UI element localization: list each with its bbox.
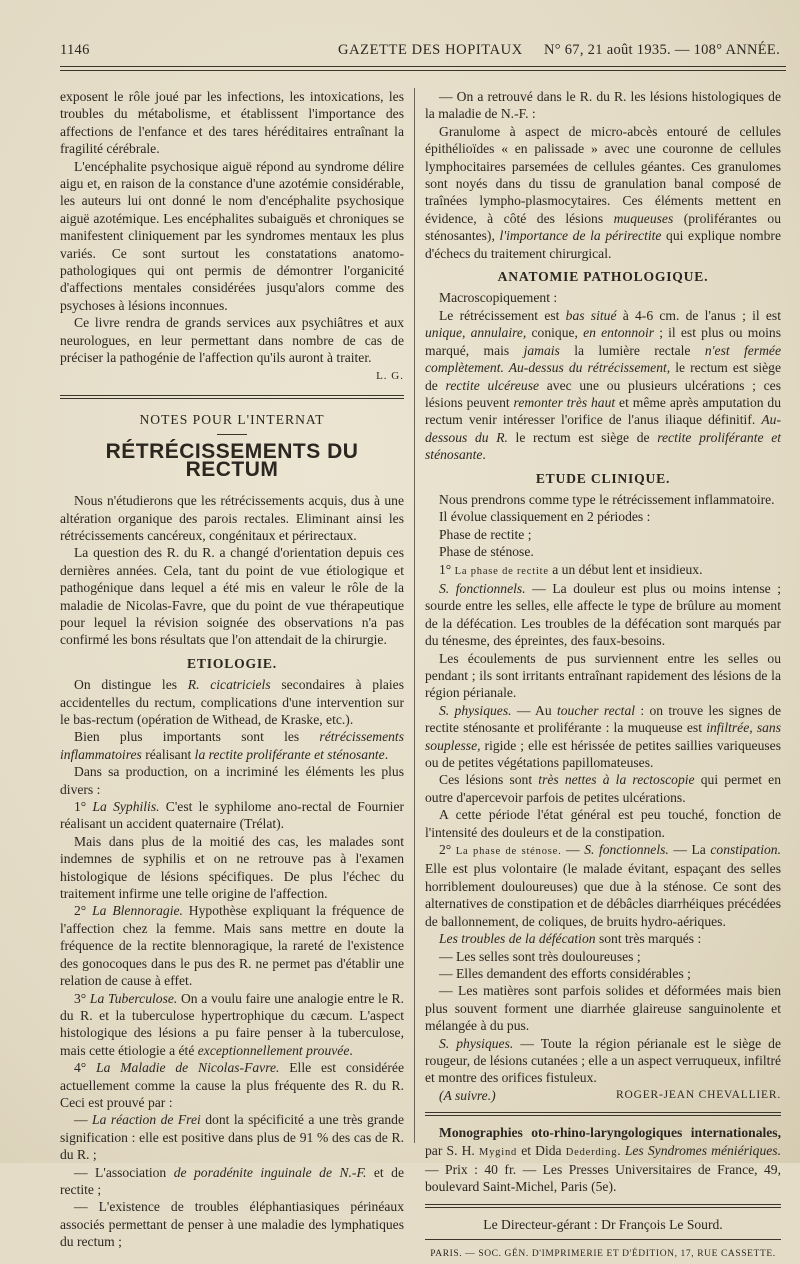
- bold-run: Monographies oto-rhino-laryngologiques internationales,: [439, 1125, 781, 1141]
- text-run: —: [74, 1112, 93, 1128]
- section-rule: [425, 1112, 781, 1116]
- author-signature: ROGER-JEAN CHEVALLIER.: [616, 1088, 781, 1101]
- text-run: avec une ou plusieurs ulcérations ; ces lésions peuvent: [425, 377, 782, 410]
- text-run: 1°: [439, 561, 455, 577]
- phase-rectite-lesions: [425, 771, 781, 806]
- phase-stenose-troubles: [425, 930, 781, 947]
- proof-item: [60, 1111, 404, 1163]
- left-column: [60, 88, 404, 1251]
- text-run: .: [617, 1142, 625, 1158]
- header-rule: [60, 66, 786, 67]
- text-run: secondaires à plaies accidentelles du rectum, complications d'une intervention sur le bas-rectum (opération de Withead, de Kraske, etc.).: [60, 677, 404, 727]
- intro-paragraph: Nous n'étudierons que les rétrécissements acquis, dus à une altération organique des parois rectales. Eliminant ainsi les rétrécissements cancéreux, congénitaux et périrectaux.: [60, 493, 404, 543]
- phase-stenose-item: — Elles demandent des efforts considérables ;: [439, 965, 691, 981]
- phase-rectite: [425, 561, 781, 580]
- text-run: .: [482, 447, 486, 463]
- text-run: par S. H.: [425, 1142, 479, 1158]
- italic-run: S. physiques.: [439, 1035, 514, 1051]
- article-title: RÉTRÉCISSEMENTS DU RECTUM: [105, 440, 359, 481]
- cause-syphilis-detail: Mais dans plus de la moitié des cas, les malades sont indemnes de syphilis et on ne retrouve pas à l'examen histologique de lésions spécifiques. De plus l'échec du traitement infirme une telle origine de l'affection.: [60, 833, 404, 902]
- italic-run: R. cicatriciels: [187, 677, 271, 693]
- text-run: C'est le syphilome ano-rectal de Fournier réalisant un accident quaternaire (Trélat).: [60, 799, 405, 832]
- text-run: à 4-6 cm. de l'anus ; il est: [616, 307, 781, 323]
- review-signature: L. G.: [376, 369, 404, 382]
- histology-paragraph: [425, 123, 781, 262]
- text-run: — Toute la région périanale est le siège de rougeur, de lésions cutanées ; elle a un aspect verruqueux, infiltré et montre des orifices fistuleux.: [425, 1035, 781, 1086]
- text-run: .: [349, 1042, 353, 1058]
- phase-stenose: [425, 841, 781, 930]
- cause-tuberculose: [60, 990, 404, 1060]
- text-run: — La: [668, 842, 711, 858]
- section-rule: [425, 1204, 781, 1208]
- column-divider: [414, 88, 415, 1143]
- text-run: conique,: [526, 325, 584, 341]
- clinical-paragraph: Phase de sténose.: [439, 544, 534, 560]
- italic-run: de poradénite inguinale de N.-F.: [173, 1164, 367, 1180]
- short-rule: [217, 434, 247, 435]
- right-column: [425, 88, 781, 1264]
- italic-run: La Blennoragie.: [92, 903, 183, 919]
- text-run: — La douleur est plus ou moins intense ; sourde entre les selles, elle affecte le type de brûlure au moment de la défécation. Les troubles de la défécation sont marqués par du ténesme, des épreintes, des faux-besoins.: [425, 580, 781, 649]
- section-rule: [60, 395, 404, 399]
- anatomy-paragraph: Macroscopiquement :: [439, 290, 558, 306]
- text-run: — L'association: [74, 1164, 174, 1180]
- text-run: le rectum est siège de: [507, 429, 658, 445]
- text-run: dont la spécificité a une très grande signification : elle est positive dans plus de 91 % des cas de R. du R. ;: [60, 1112, 404, 1163]
- smallcaps-run: Mygind: [478, 1146, 518, 1158]
- cause-blennoragie: [60, 902, 404, 989]
- subheading-etude-clinique: ETUDE CLINIQUE.: [535, 470, 671, 486]
- article-footer: [425, 1087, 781, 1104]
- header-rule-thin: [60, 70, 786, 71]
- text-run: réalisant: [141, 746, 195, 762]
- page-header: [60, 42, 780, 64]
- italic-run: Au-dessous du R.: [425, 412, 781, 445]
- clinical-paragraph: Il évolue classiquement en 2 périodes :: [439, 509, 651, 525]
- text-run: 1°: [74, 799, 93, 815]
- italic-run: La Maladie de Nicolas-Favre.: [96, 1060, 280, 1076]
- italic-run: bas situé: [565, 307, 617, 323]
- text-run: Bien plus importants sont les: [74, 729, 320, 745]
- journal-title: GAZETTE DES HOPITAUX: [338, 42, 523, 58]
- subheading-anatomie: ANATOMIE PATHOLOGIQUE.: [497, 269, 709, 285]
- text-run: On distingue les: [74, 677, 188, 693]
- proof-item: — L'existence de troubles éléphantiasiques périnéaux associés permettant de penser à une maladie des lymphatiques du rectum ;: [60, 1199, 404, 1250]
- text-run: —: [561, 842, 585, 858]
- italic-run: La Tuberculose.: [89, 990, 178, 1006]
- italic-run: jamais: [523, 342, 560, 358]
- intro-paragraph: La question des R. du R. a changé d'orientation depuis ces dernières années. Cela, tant du point de vue étiologique et pathogénique dans lequel a été mis en valeur le rôle de la maladie de Nicolas-Favre, que du point de vue thérapeutique pour lequel la révision soignée des observations n'a pas confirmé les bons résultats que l'on attendait de la chirurgie.: [60, 545, 404, 648]
- text-run: et de rectite ;: [60, 1164, 404, 1197]
- italic-run: la rectite proliférante et sténosante: [194, 746, 385, 762]
- phase-rectite-etat: A cette période l'état général est peu touché, fonction de l'intensité des douleurs et de la constipation.: [425, 807, 781, 840]
- clinical-paragraph: Nous prendrons comme type le rétrécissement inflammatoire.: [439, 491, 775, 507]
- review-paragraph: L'encéphalite psychosique aiguë répond au syndrome délire aigu et, en raison de la constance d'une azotémie considérable, les auteurs lui ont donné le nom d'encéphalite psychosique aiguë azotémique. Les encéphalites subaiguës et chroniques se manifestent cliniquement par les syndromes mentaux les plus variés. Ce sont surtout les constatations anatomo-pathologiques qui ont permis de démontrer l'organicité d'affections mentales considérées jusqu'alors comme des psychoses à lésions inconnues.: [60, 158, 404, 313]
- review-paragraph: Ce livre rendra de grands services aux psychiâtres et aux neurologues, en leur permettant dans nombre de cas de préciser la pathogénie de l'affection qu'ils auront à traiter.: [60, 315, 404, 366]
- text-run: sont très marqués :: [595, 931, 702, 947]
- smallcaps-run: La phase de rectite: [454, 565, 549, 577]
- etiology-paragraph: Dans sa production, on a incriminé les éléments les plus divers :: [60, 764, 404, 797]
- text-run: : on trouve les signes de rectite sténosante et proliférante : la muqueuse est: [425, 702, 781, 736]
- text-run: .: [384, 746, 389, 762]
- phase-rectite-functional: [425, 580, 781, 650]
- phase-stenose-item: — Les selles sont très douloureuses ;: [439, 948, 641, 964]
- review-paragraph: exposent le rôle joué par les infections, les intoxications, les troubles du métabolisme, et établissent l'importance des affections de l'enfance et des tares héréditaires entraînant la fragilité cérébrale.: [60, 89, 404, 157]
- clinical-paragraph: Phase de rectite ;: [439, 526, 532, 542]
- italic-run: toucher rectal: [556, 702, 636, 718]
- cause-syphilis: [60, 798, 404, 833]
- italic-run: La réaction de Frei: [92, 1112, 201, 1128]
- italic-run: Les troubles de la défécation: [439, 931, 596, 947]
- phase-rectite-physical: [425, 702, 781, 772]
- printer-line: PARIS. — SOC. GÉN. D'IMPRIMERIE ET D'ÉDITION, 17, RUE CASSETTE.: [430, 1249, 776, 1260]
- text-run: 3°: [74, 990, 90, 1006]
- text-run: a un début lent et insidieux.: [548, 561, 703, 577]
- page-number: 1146: [60, 42, 90, 58]
- italic-run: S. physiques.: [439, 702, 512, 718]
- text-run: ; il est plus ou moins marqué, mais: [425, 325, 782, 358]
- to-be-continued: (A suivre.): [439, 1087, 496, 1103]
- proof-item: [60, 1164, 404, 1199]
- director-line: Le Directeur-gérant : Dr François Le Sourd.: [483, 1216, 723, 1232]
- italic-run: S. fonctionnels.: [584, 842, 669, 858]
- text-run: qui explique nombre d'échecs du traitement chirurgical.: [425, 228, 781, 261]
- text-run: 2°: [439, 842, 456, 858]
- smallcaps-run: La phase de sténose.: [455, 846, 562, 858]
- text-run: Ces lésions sont: [439, 772, 539, 788]
- phase-rectite-ecoulement: Les écoulements de pus surviennent entre les selles ou pendant ; ils sont irritants entraînant rapidement des lésions de la région périanale.: [425, 650, 781, 701]
- text-run: — Au: [511, 702, 557, 718]
- section-kicker: NOTES POUR L'INTERNAT: [139, 411, 325, 427]
- text-run: Elle est plus volontaire (le malade évitant, espaçant des selles horriblement douloureuses) que due à la sténose. Ce sont des alternatives de constipation et de débâcles diarrhéiques précédées de ballonnement, de coliques, de bruits hydro-aériques.: [425, 861, 781, 929]
- text-run: (proliférantes ou sténosantes),: [425, 210, 781, 244]
- italic-run: constipation.: [710, 842, 781, 858]
- italic-run: muqueuses: [613, 210, 674, 226]
- text-run: 4°: [74, 1060, 97, 1076]
- smallcaps-run: Dederding: [565, 1146, 618, 1158]
- text-run: — Prix : 40 fr. — Les Presses Universitaires de France, 49, boulevard Saint-Michel, Paris (5e).: [425, 1161, 781, 1195]
- cause-nicolas-favre: [60, 1059, 404, 1111]
- italic-run: S. fonctionnels.: [439, 580, 526, 596]
- text-run: 2°: [74, 903, 93, 919]
- text-run: On a voulu faire une analogie entre le R. du R. et la tuberculose hypertrophique du cæcum. L'aspect histologique des lésions a pu faire penser à la tuberculose, mais cette étiologie a été: [60, 990, 405, 1058]
- monograph-notice: [425, 1124, 781, 1196]
- issue-info: N° 67, 21 août 1935. — 108° ANNÉE.: [543, 42, 780, 58]
- italic-run: infiltrée, sans souplesse,: [425, 720, 781, 753]
- italic-run: exceptionnellement prouvée: [197, 1042, 350, 1058]
- phase-stenose-item: — Les matières sont parfois solides et déformées mais bien plus souvent forment une diarrhée glaireuse sanguinolente et mélangée à du pus.: [425, 983, 781, 1034]
- text-run: Hypothèse expliquant la fréquence de l'affection chez la femme. Mais sans mettre en doute la fréquence de la rectite blennoragique, la rareté de l'existence des gonocoques dans le pus des R. ne permet pas d'établir une relation de cause à effet.: [60, 903, 405, 989]
- italic-run: très nettes à la rectoscopie: [538, 772, 695, 788]
- italic-run: n'est fermée complètement. Au-dessus du rétrécissement,: [425, 342, 781, 376]
- footer-rule: [425, 1239, 781, 1240]
- subheading-etiologie: ETIOLOGIE.: [187, 655, 277, 671]
- italic-run: remonter très haut: [513, 394, 616, 410]
- anatomy-paragraph: [425, 307, 781, 464]
- etiology-paragraph: [60, 676, 404, 728]
- italic-run: La Syphilis.: [92, 799, 160, 815]
- italic-run: rétrécissements inflammatoires: [60, 729, 404, 762]
- text-run: et Dida: [517, 1142, 566, 1158]
- text-run: le rectum est siège de: [425, 360, 781, 393]
- histology-paragraph: — On a retrouvé dans le R. du R. les lésions histologiques de la maladie de N.-F. :: [425, 89, 781, 122]
- text-run: Granulome à aspect de micro-abcès entouré de cellules épithélioïdes « en palissade » avec une couronne de cellules lymphocitaires parsemées de cellules géantes. Ces granulomes sont noyés dans du tissu de granulation banal composé de traînées lympho-plasmocytaires. Ces éléments mettent en évidence, à côté des lésions: [425, 123, 781, 226]
- italic-run: rectite proliférante et sténosante: [425, 429, 782, 463]
- text-run: et même après amputation du rectum venir intéresser l'orifice de l'anus iliaque définitif.: [425, 394, 782, 428]
- italic-run: l'importance de la périrectite: [499, 228, 662, 244]
- text-run: rigide ; elle est hérissée de petites saillies variqueuses ou de petites végétations papillomateuses.: [425, 737, 781, 771]
- italic-run: unique, annulaire,: [425, 325, 527, 341]
- text-run: la lumière rectale: [559, 342, 705, 358]
- etiology-paragraph: [60, 728, 404, 763]
- text-run: Le rétrécissement est: [439, 307, 566, 323]
- italic-run: Les Syndromes méniériques.: [624, 1142, 782, 1158]
- phase-stenose-physical: [425, 1035, 781, 1087]
- italic-run: en entonnoir: [583, 325, 655, 341]
- text-run: qui permet en outre d'apercevoir parfois de petites ulcérations.: [425, 772, 782, 805]
- italic-run: rectite ulcéreuse: [445, 377, 540, 393]
- text-run: Elle est considérée actuellement comme la cause la plus fréquente des R. du R. Ceci est prouvé par :: [60, 1060, 405, 1110]
